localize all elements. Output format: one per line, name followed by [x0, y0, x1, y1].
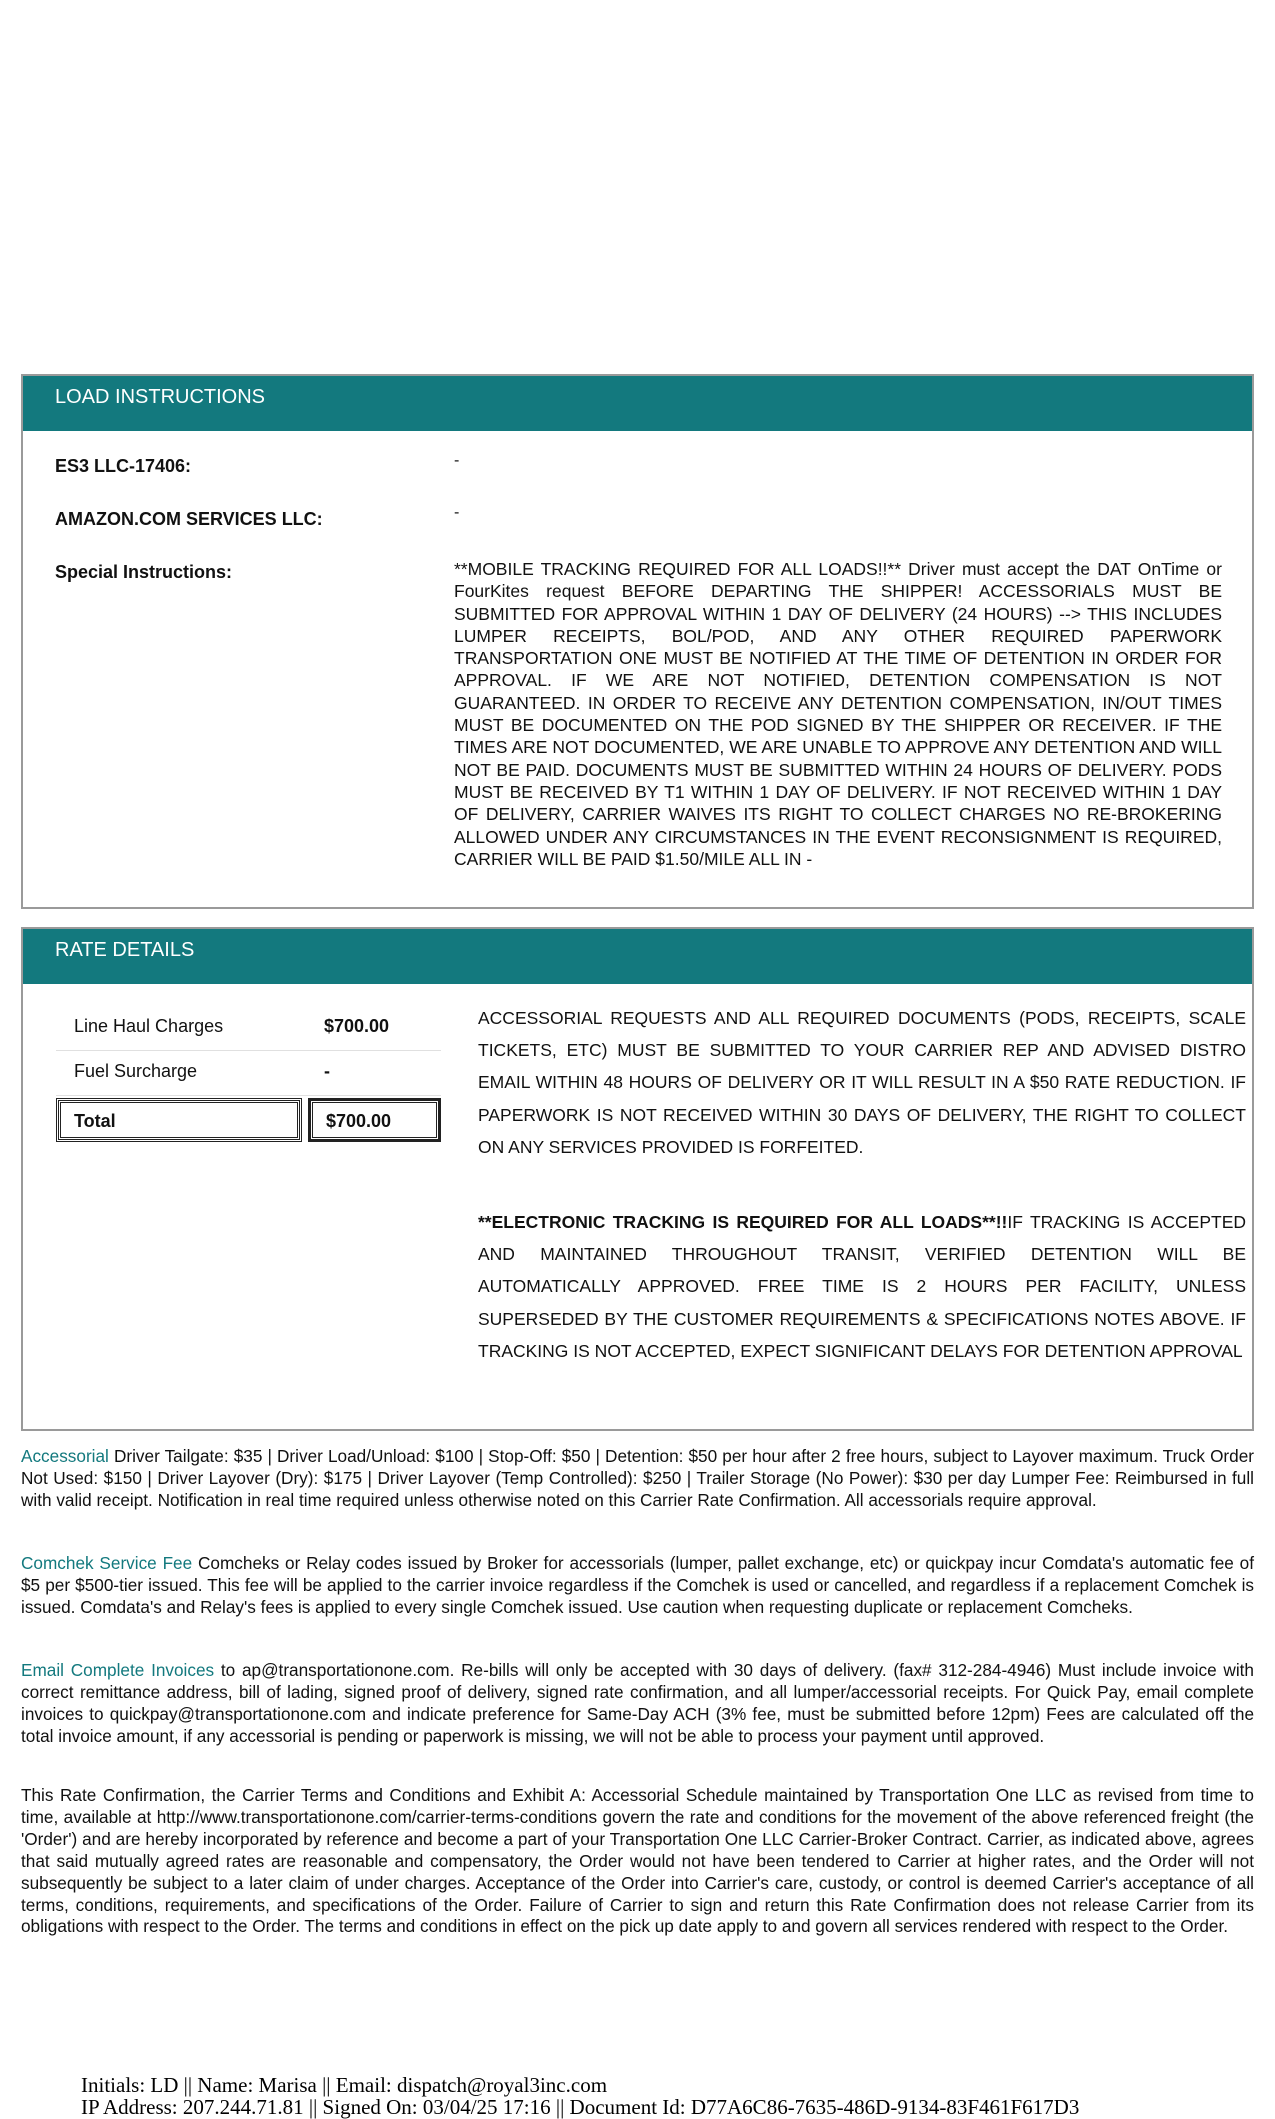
charge-label: Line Haul Charges: [74, 1016, 224, 1036]
policy-title: Comchek Service Fee: [21, 1553, 193, 1573]
total-row: [56, 1098, 441, 1144]
policy-text: Driver Tailgate: $35 | Driver Load/Unload: $100 | Stop-Off: $50 | Detention: $50 per hour after 2 free hours, subject to Layover maximum. Truck Order Not Used: $150 | Driver Layover (Dry): $175 | Driver Layover (Temp Controlled): $250 | Trailer Storage (No Power): $30 per day Lumper Fee: Reimbursed in full with valid receipt. Notification in real time required unless otherwise noted on this Carrier Rate Confirmation. All accessorials require approval.: [21, 1446, 1254, 1510]
rate-details-header: RATE DETAILS: [23, 929, 1252, 984]
charge-value: -: [324, 1061, 330, 1081]
policy-comchek: [21, 1553, 1254, 1619]
special-instructions-label: Special Instructions:: [55, 562, 233, 582]
charge-label: Fuel Surcharge: [74, 1061, 198, 1081]
signature-line-1: Initials: LD || Name: Marisa || Email: dispatch@royal3inc.com: [81, 2073, 608, 2097]
shipper-value: -: [454, 452, 460, 469]
policy-invoices: [21, 1660, 1254, 1748]
policy-accessorial: [21, 1446, 1254, 1512]
rate-paragraph-documents: ACCESSORIAL REQUESTS AND ALL REQUIRED DOCUMENTS (PODS, RECEIPTS, SCALE TICKETS, ETC) MUST BE SUBMITTED TO YOUR CARRIER REP AND ADVISED DISTRO EMAIL WITHIN 48 HOURS OF DELIVERY OR IT WILL RESULT IN A $50 RATE REDUCTION. IF PAPERWORK IS NOT RECEIVED WITHIN 30 DAYS OF DELIVERY, THE RIGHT TO COLLECT ON ANY SERVICES PROVIDED IS FORFEITED.: [478, 1008, 1246, 1157]
policy-text: Comcheks or Relay codes issued by Broker for accessorials (lumper, pallet exchange, etc) or quickpay incur Comdata's automatic fee of $5 per $500-tier issued. This fee will be applied to the carrier invoice regardless if the Comchek is used or cancelled, and regardless if a replacement Comchek is issued. Comdata's and Relay's fees is applied to every single Comchek issued. Use caution when requesting duplicate or replacement Comcheks.: [21, 1553, 1254, 1617]
total-value-cell: [308, 1098, 441, 1142]
signature-line-2: IP Address: 207.244.71.81 || Signed On: 03/04/25 17:16 || Document Id: D77A6C86-7635-486D-9134-83F461F617D3: [81, 2095, 1080, 2119]
total-value: $700.00: [326, 1111, 392, 1131]
rate-details-section: [21, 927, 1254, 1431]
policy-title: Email Complete Invoices: [21, 1660, 215, 1680]
total-label-cell: [56, 1098, 302, 1142]
charge-value: $700.00: [324, 1016, 390, 1036]
tracking-text: IF TRACKING IS ACCEPTED AND MAINTAINED THROUGHOUT TRANSIT, VERIFIED DETENTION WILL BE AUTOMATICALLY APPROVED. FREE TIME IS 2 HOURS PER FACILITY, UNLESS SUPERSEDED BY THE CUSTOMER REQUIREMENTS & SPECIFICATIONS NOTES ABOVE. IF TRACKING IS NOT ACCEPTED, EXPECT SIGNIFICANT DELAYS FOR DETENTION APPROVAL: [478, 1212, 1247, 1361]
shipper-label: ES3 LLC-17406:: [55, 456, 192, 476]
special-instructions-text: **MOBILE TRACKING REQUIRED FOR ALL LOADS!!** Driver must accept the DAT OnTime or FourKites request BEFORE DEPARTING THE SHIPPER! ACCESSORIALS MUST BE SUBMITTED FOR APPROVAL WITHIN 1 DAY OF DELIVERY (24 HOURS) --> THIS INCLUDES LUMPER RECEIPTS, BOL/POD, AND ANY OTHER REQUIRED PAPERWORK TRANSPORTATION ONE MUST BE NOTIFIED AT THE TIME OF DETENTION IN ORDER FOR APPROVAL. IF WE ARE NOT NOTIFIED, DETENTION COMPENSATION IS NOT GUARANTEED. IN ORDER TO RECEIVE ANY DETENTION COMPENSATION, IN/OUT TIMES MUST BE DOCUMENTED ON THE POD SIGNED BY THE SHIPPER OR RECEIVER. IF THE TIMES ARE NOT DOCUMENTED, WE ARE UNABLE TO APPROVE ANY DETENTION AND WILL NOT BE PAID. DOCUMENTS MUST BE SUBMITTED WITHIN 24 HOURS OF DELIVERY. PODS MUST BE RECEIVED BY T1 WITHIN 1 DAY OF DELIVERY. IF NOT RECEIVED WITHIN 1 DAY OF DELIVERY, CARRIER WAIVES ITS RIGHT TO COLLECT CHARGES NO RE-BROKERING ALLOWED UNDER ANY CIRCUMSTANCES IN THE EVENT RECONSIGNMENT IS REQUIRED, CARRIER WILL BE PAID $1.50/MILE ALL IN -: [454, 559, 1222, 869]
policy-title: Accessorial: [21, 1446, 109, 1466]
consignee-value: -: [454, 504, 460, 521]
tracking-bold: **ELECTRONIC TRACKING IS REQUIRED FOR ALL LOADS**!!: [478, 1212, 1008, 1232]
load-instructions-section: [21, 374, 1254, 909]
rate-paragraph-tracking: [478, 1206, 1246, 1367]
policy-terms: [21, 1785, 1254, 1938]
charges-table: [56, 1006, 441, 1144]
policy-text: This Rate Confirmation, the Carrier Terms and Conditions and Exhibit A: Accessorial Schedule maintained by Transportation One LLC as revised from time to time, available at http://www.transportationone.com/carrier-terms-conditions govern the rate and conditions for the movement of the above referenced freight (the 'Order') and are hereby incorporated by reference and become a part of your Transportation One LLC Carrier-Broker Contract. Carrier, as indicated above, agrees that said mutually agreed rates are reasonable and compensatory, the Order would not have been tendered to Carrier at higher rates, and the Order will not subsequently be subject to a later claim of under charges. Acceptance of the Order into Carrier's care, custody, or control is deemed Carrier's acceptance of all terms, conditions, requirements, and specifications of the Order. Failure of Carrier to sign and return this Rate Confirmation does not release Carrier from its obligations with respect to the Order. The terms and conditions in effect on the pick up date apply to and govern all services rendered with respect to the Order.: [21, 1785, 1254, 1937]
charge-row: [56, 1006, 441, 1051]
policy-text: to ap@transportationone.com. Re-bills will only be accepted with 30 days of delivery. (fax# 312-284-4946) Must include invoice with correct remittance address, bill of lading, signed proof of delivery, signed rate confirmation, and all lumper/accessorial receipts. For Quick Pay, email complete invoices to quickpay@transportationone.com and indicate preference for Same-Day ACH (3% fee, must be submitted before 12pm) Fees are calculated off the total invoice amount, if any accessorial is pending or paperwork is missing, we will not be able to process your payment until approved.: [21, 1660, 1254, 1746]
charge-row: [56, 1051, 441, 1096]
total-label: Total: [74, 1111, 116, 1131]
load-instructions-header: LOAD INSTRUCTIONS: [23, 376, 1252, 431]
consignee-label: AMAZON.COM SERVICES LLC:: [55, 509, 323, 529]
